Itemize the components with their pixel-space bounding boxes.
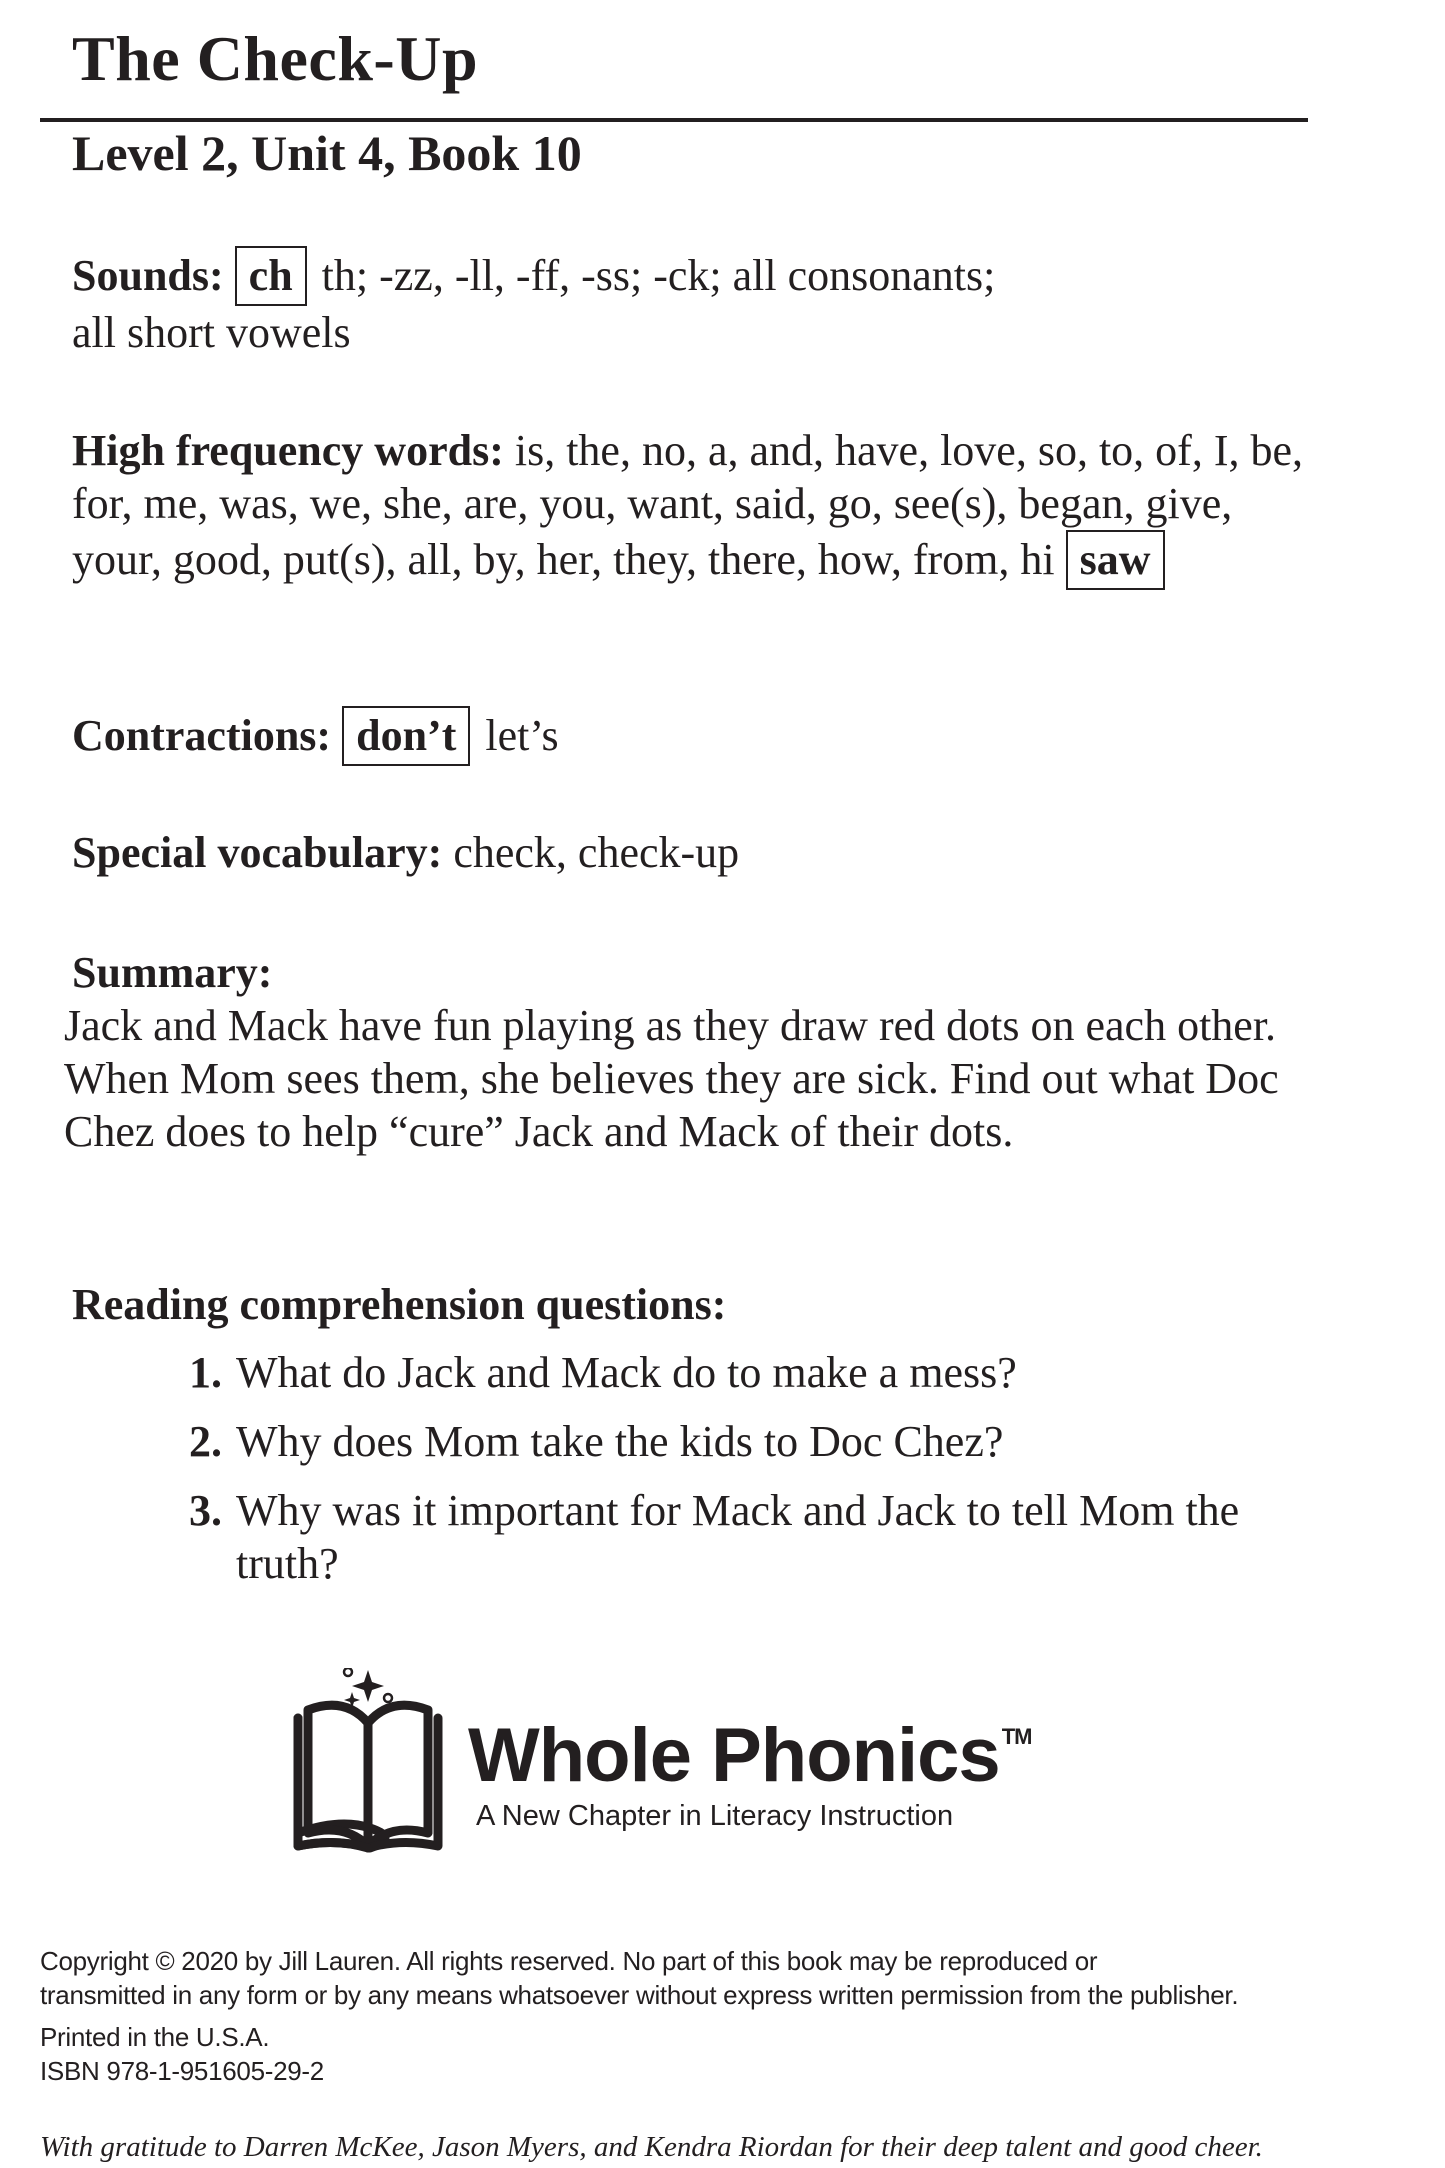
contractions-label: Contractions: [72,711,332,760]
high-frequency-list: is, the, no, a, and, have, love, so, to, of, I, be, for, me, was, we, she, are, you, want, said, go, see(s), began, give, your, good, put(s), all, by, her, they, there, how, from, hi [72,426,1304,584]
contractions-section [72,706,1332,766]
title-divider [40,118,1308,122]
questions-list [170,1346,1320,1606]
question-text: What do Jack and Mack do to make a mess? [236,1348,1017,1397]
contractions-boxed-item: don’t [342,706,470,766]
page-title: The Check-Up [72,23,479,94]
question-text: Why does Mom take the kids to Doc Chez? [236,1417,1004,1466]
printed-location: Printed in the U.S.A. [40,2022,270,2052]
trademark-mark: TM [1001,1724,1032,1749]
brand-wordmark: Whole Phonics [468,1713,1000,1798]
vocabulary-label: Special vocabulary: [72,828,443,877]
summary-text: Jack and Mack have fun playing as they draw red dots on each other. When Mom sees them, she believes they are sick. Find out what Doc Chez does to help “cure” Jack and Mack of their dots. [64,1001,1279,1156]
question-number: 1. [189,1348,222,1397]
copyright-line: Copyright © 2020 by Jill Lauren. All rights reserved. No part of this book may be reproduced or [40,1946,1098,1976]
high-frequency-boxed-item: saw [1066,530,1165,590]
sounds-list-line1: th; -zz, -ll, -ff, -ss; -ck; all consonants; [321,251,996,300]
question-number: 2. [189,1417,222,1466]
high-frequency-section [72,424,1322,590]
isbn: ISBN 978-1-951605-29-2 [40,2056,324,2086]
vocabulary-section [72,826,1332,879]
question-item [170,1484,1320,1590]
summary-section [64,946,1322,1158]
book-level: Level 2, Unit 4, Book 10 [72,125,582,181]
question-item [170,1415,1320,1468]
print-info [40,2020,1330,2088]
sounds-section [72,246,1332,359]
question-item [170,1346,1320,1399]
brand-name [468,1712,1031,1799]
sounds-list-line2: all short vowels [72,308,351,357]
sounds-boxed-item: ch [235,246,307,306]
summary-label: Summary: [72,948,273,997]
copyright-line: transmitted in any form or by any means whatsoever without express written permission from the publisher. [40,1980,1239,2010]
question-text: Why was it important for Mack and Jack to tell Mom the truth? [236,1486,1240,1588]
contractions-list: let’s [485,711,559,760]
dedication: With gratitude to Darren McKee, Jason Myers, and Kendra Riordan for their deep talent and good cheer. [40,2131,1263,2163]
brand-tagline: A New Chapter in Literacy Instruction [476,1800,954,1832]
high-frequency-label: High frequency words: [72,426,504,475]
sounds-label: Sounds: [72,251,224,300]
copyright-notice [40,1944,1330,2012]
vocabulary-list: check, check-up [453,828,740,877]
questions-section [72,1278,1332,1331]
question-number: 3. [189,1486,222,1535]
questions-label: Reading comprehension questions: [72,1280,727,1329]
